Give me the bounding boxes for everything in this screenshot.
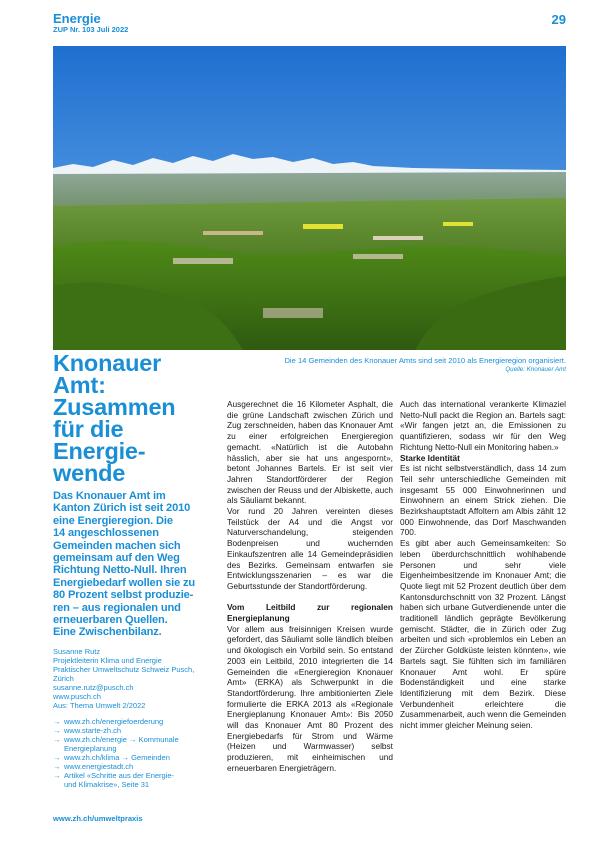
subheading: Starke Identität xyxy=(400,452,460,463)
author-email[interactable]: susanne.rutz@pusch.ch xyxy=(53,682,134,692)
footer-url[interactable]: www.zh.ch/umweltpraxis xyxy=(53,814,143,823)
subheading: Vom Leitbild zur regionalen Energieplanung xyxy=(227,602,393,624)
article-column-right xyxy=(400,399,566,731)
header xyxy=(53,12,128,34)
arrow-right-icon: → xyxy=(53,734,61,744)
link-list xyxy=(53,717,228,789)
section-title: Energie xyxy=(53,11,101,26)
article-origin: Aus: Thema Umwelt 2/2022 xyxy=(53,700,146,710)
arrow-right-icon: → xyxy=(53,770,61,780)
author-role: Projektleiterin Klima und Energie xyxy=(53,655,162,665)
paragraph: Ausgerechnet die 16 Kilometer Asphalt, die die grüne Landschaft zwischen Zürich und Zug zerschneiden, haben das Knonauer Amt zu einer erfolgreichen Energieregion gemacht. «Natürlich ist die Autobahn hässlich, aber sie hat uns angespornt», betont Johannes Bartels. Er ist seit vier Jahren Standortförderer der Region zwischen der Reuss und der Albiskette, auch als Säuliamt bekannt. xyxy=(227,399,393,506)
author-website[interactable]: www.pusch.ch xyxy=(53,691,101,701)
arrow-right-icon: → xyxy=(53,725,61,735)
paragraph: Auch das international verankerte Klimaziel Netto-Null packt die Region an. Bartels sagt: «Wir fangen jetzt an, die Emissionen zu quantifizieren, sodass wir für den Weg Richtung Netto-Null ein Monitoring haben.» xyxy=(400,399,566,452)
issue-label: ZUP Nr. 103 Juli 2022 xyxy=(53,25,129,34)
arrow-right-icon: → xyxy=(53,761,61,771)
page-number: 29 xyxy=(551,12,566,27)
article-lead: Das Knonauer Amt im Kanton Zürich ist seit 2010 eine Energieregion. Die 14 angeschlossenen Gemeinden machen sich gemeinsam auf den Weg Richtung Netto-Null. Ihren Energiebedarf wollen sie zu 80 Prozent selbst produzie- ren – aus regionalen und erneuerbaren Quellen. Eine Zwischenbilanz. xyxy=(53,490,196,639)
list-item[interactable]: → www.energiestadt.ch xyxy=(53,761,134,771)
article-intro xyxy=(53,352,228,789)
author-city: Zürich xyxy=(53,673,74,683)
list-item[interactable]: → www.starte-zh.ch xyxy=(53,725,122,735)
article-column-middle xyxy=(227,399,393,774)
arrow-right-icon: → xyxy=(53,716,61,726)
caption-source: Quelle: Knonauer Amt xyxy=(505,366,566,373)
author-organisation: Praktischer Umweltschutz Schweiz Pusch, xyxy=(53,664,195,674)
paragraph: Vor allem aus freisinnigen Kreisen wurde gefordert, das Säuliamt solle ländlich bleiben und ökologisch ein Vorbild sein. So entstand 2003 ein Leitbild, 2010 integrierten die 14 Gemeinden die «Energieregion Knonauer Amt» (ERKA) als Schwerpunkt in die Standortförderung. Ihre ambitionierten Ziele formulierte die ERKA 2013 als «Regionale Energieplanung Knonauer Amt»: Bis 2050 will das Knonauer Amt 80 Prozent des Energiebedarfs für Strom und Wärme (Heizen und Warmwasser) selbst produzieren, mit einheimischen und erneuerbaren Energieträgern. xyxy=(227,623,393,773)
article-headline: Knonauer Amt: Zusammen für die Energie- wende xyxy=(53,350,176,486)
paragraph: Es ist nicht selbstverständlich, dass 14 zum Teil sehr unterschiedliche Gemeinden mit insgesamt 55 000 Einwohnerinnen und Einwohnern an einem Strick ziehen. Die Bezirkshauptstadt Affoltern am Albis zählt 12 000 Einwohnende, das Dorf Maschwanden 700. xyxy=(400,463,566,538)
list-item[interactable]: → www.zh.ch/energiefoerderung xyxy=(53,716,164,726)
list-item[interactable]: → www.zh.ch/klima → Gemeinden xyxy=(53,752,170,762)
landscape-photo-icon xyxy=(53,46,566,350)
arrow-right-icon: → xyxy=(53,752,61,762)
author-name: Susanne Rutz xyxy=(53,646,101,656)
photo-caption xyxy=(236,356,566,374)
caption-text: Die 14 Gemeinden des Knonauer Amts sind seit 2010 als Energieregion organisiert. xyxy=(284,356,566,365)
list-item[interactable]: → Artikel «Schritte aus der Energie- und Klimakrise», Seite 31 xyxy=(53,770,175,789)
list-item[interactable]: → www.zh.ch/energie → Kommunale Energieplanung xyxy=(53,734,179,753)
paragraph: Es gibt aber auch Gemeinsamkeiten: So leben überdurchschnittlich wohlhabende Personen und sehr viele Eigenheimbesitzende im Knonauer Amt; die Quote liegt mit 52 Prozent deutlich über dem Kantonsdurchschnitt von 32 Prozent. Längst haben sich urbane Gutverdienende unter die traditionell ländlich geprägte Bevölkerung gemischt. Städter, die in Zürich oder Zug arbeiten und sich «problemlos ein Leben an der Zürcher Goldküste leisten könnten», wie Bartels sagt. Sie fühlten sich im familiären Knonauer Amt wohl. Er spüre Bodenständigkeit und eine starke Identifizierung mit dem Bezirk. Diese Verbundenheit erleichtere die Zusammenarbeit, auch wenn die Gemeinden nicht immer gleicher Meinung seien. xyxy=(400,538,566,731)
paragraph: Vor rund 20 Jahren vereinten dieses Teilstück der A4 und die Angst vor Naturverschandelung, steigenden Bodenpreisen und wuchernden Einkaufszentren alle 14 Gemeindepräsidien des Bezirks. Gemeinsam entwarfen sie Entwicklungsszenarien – es war die Geburtsstunde der Standortförderung. xyxy=(227,506,393,591)
author-info xyxy=(53,647,228,710)
